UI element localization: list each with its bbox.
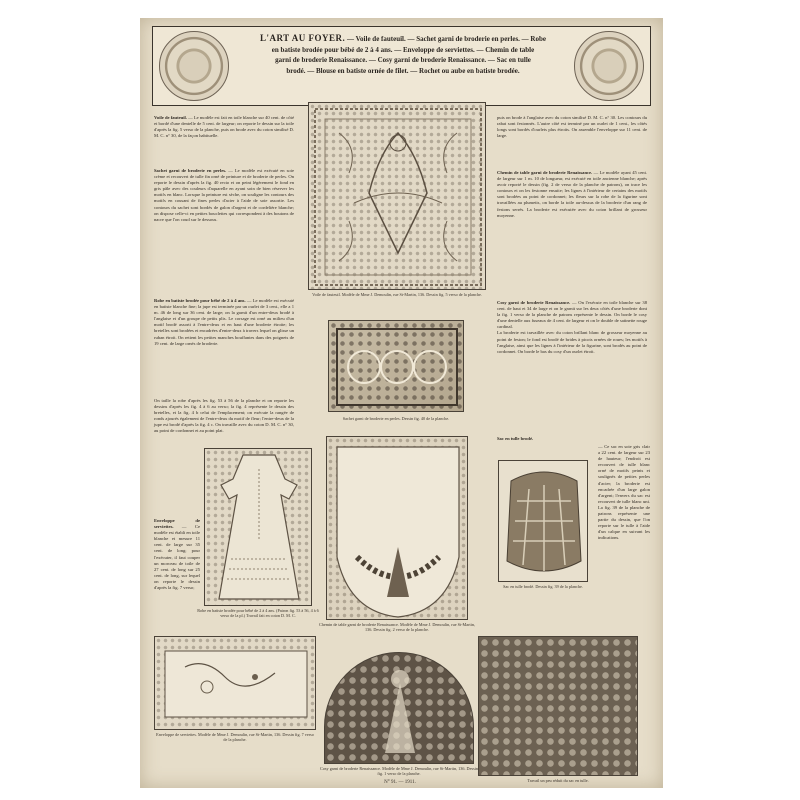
header-line-2: en batiste brodée pour bébé de 2 à 4 ans. — Enveloppe de serviettes. — Chemin de table <box>271 45 535 54</box>
caption-enveloppe: Enveloppe de serviettes. Modèle de Mme J. Demoulin, rue St-Martin, 136. Dessin fig. 7 verso de la planche. <box>156 732 314 743</box>
caption-tulle: Travail un peu réduit du sac en tulle. <box>527 778 589 783</box>
figure-tulle-detail <box>478 636 638 776</box>
article-cosy-heading: Cosy garni de broderie Renaissance. <box>497 300 571 305</box>
header-contents <box>235 33 571 76</box>
figure-sachet-perles <box>328 320 464 412</box>
magazine-page <box>140 18 663 788</box>
article-sachet-body: — Le modèle est exécuté en soie crème et recouvert de tulle fin orné de peinture et de broderie de perles. On reporte le dessin d'après la fig. 40 recto et on peint légèrement le fond en gris pâle avec des couleurs d'aquarelle en ayant soin de bien réserver les motifs en blanc. Lorsque la peinture est sèche, on souligne les contours des motifs en cousant de fines perles d'acier à l'aide de soie assortie. Les contours du sachet sont bordés de galon d'argent et de cordelière blanche; on dispose celle-ci en petites bouclettes qui correspondent à des boutons de nacre que l'on coud sur le dessous. <box>154 168 294 222</box>
article-right-top-body: puis on brode à l'anglaise avec du coton similisé D. M. C. n° 30. Les contours du rabat sont festonnés. L'autre côté est terminé par un ourlet de 1 cent., les côtés longs sont bordés d'ourlets plus étroits. On assemble l'enveloppe sur 11 cent. de large. <box>497 115 647 139</box>
figure-voile-de-fauteuil <box>308 102 486 290</box>
caption-voile: Voile de fauteuil. Modèle de Mme J. Demoulin, rue St-Martin, 136. Dessin fig. 5 verso de la planche. <box>312 292 482 297</box>
header-title: L'ART AU FOYER. <box>259 33 346 43</box>
figure-cosy <box>324 652 474 764</box>
figure-sac-tulle <box>498 460 588 582</box>
page-footer: N° 91. — 1911. <box>384 780 416 785</box>
article-voile-body: — Le modèle est fait en toile blanche sur 40 cent. de côté et bordé d'une dentelle de 5 cent. de largeur; on reporte le dessin sur la toile d'après la fig. 5 verso de la planche, puis on brode avec du coton similisé D. M. C. n° 30, de la façon habituelle. <box>154 115 294 139</box>
floral-ornament-left <box>159 31 229 101</box>
article-enveloppe <box>154 518 200 591</box>
article-sachet <box>154 168 294 223</box>
article-cosy-body: — On l'exécute en toile blanche sur 38 cent. de haut et 34 de large et on le garnit sur les deux côtés d'une broderie dont la fig. 1 verso de la planche de patrons représente le dessin. On borde le cosy d'une dentelle aux fuseaux de 4 cent. de largeur et on le double de satinette rouge cardinal. <box>497 300 647 330</box>
caption-chemin: Chemin de table garni de broderie Renaissance. Modèle de Mme J. Demoulin, rue St-Martin, 136. Dessin fig. 2 verso de la planche. <box>319 622 475 633</box>
article-chemin-body: — Le modèle ayant 45 cent. de largeur sur 1 m. 10 de longueur, est exécuté en toile ancienne blanche; après avoir reporté le dessin (fig. 2 de verso de la planche de patrons), on trace les contours et on les festonne ensuite; les lignes à l'intérieur de certains des motifs sont brodées au point de cordonnet; les fleurs sur la robe de la figurine sont travaillées au plumetis, on borde la toile au-dessus de la broderie d'un rang de festons serrés. La broderie est exécutée avec du coton brillant de grosseur moyenne. <box>497 170 647 218</box>
figure-robe-bebe <box>204 448 312 606</box>
header-line-4: brodé. — Blouse en batiste ornée de filet. — Rochet ou aube en batiste brodée. <box>286 66 520 75</box>
tulle-bag-image <box>499 461 589 583</box>
caption-robe: Robe en batiste brodée pour bébé de 2 à 4 ans. (Patron fig. 53 à 56, 4 à 6 verso de la pl.) Travail fait en coton D. M. C. <box>197 608 319 619</box>
cosy-embroidery-image <box>325 653 475 765</box>
voile-embroidery-image <box>309 103 487 291</box>
article-enveloppe-body: — Ce modèle est établi en toile blanche et mesure 11 cent. de large sur 35 cent. de long; pour l'exécuter, il faut couper un morceau de toile de 27 cent. de long sur 25 cent. de long, sur lequel on reporte le dessin d'après la fig. 7 verso; <box>154 524 200 591</box>
article-sac <box>598 444 650 542</box>
article-robe-heading: Robe en batiste brodée pour bébé de 2 à 4 ans. <box>154 298 246 303</box>
article-robe-body2: On taille la robe d'après les fig. 53 à 56 de la planche et on reporte les dessins d'après les fig. 4 à 6 au verso; la fig. 4 représente le dessin des bretelles, et la fig. 4 b celui de l'emplacement; on exécute la rangée de ronds ajourés également de l'entre-deux du motif de fleur; l'entre-deux de la jupe est brodé d'après la fig. 4 c. On travaille avec du coton D. M. C. n° 30, au point de cordonnet et au point plat. <box>154 398 294 434</box>
header-line-3: garni de broderie Renaissance. — Cosy garni de broderie Renaissance. — Sac en tulle <box>275 56 531 65</box>
header-line-1: — Voile de fauteuil. — Sachet garni de broderie en perles. — Robe <box>347 35 546 43</box>
article-voile-heading: Voile de fauteuil. <box>154 115 187 120</box>
table-runner-image <box>327 437 469 621</box>
article-sachet-heading: Sachet garni de broderie en perles. <box>154 168 227 173</box>
caption-sac: Sac en tulle brodé. Dessin fig. 39 de la planche. <box>503 584 583 589</box>
article-sac-body: — Ce sac en soie gris clair a 22 cent. de largeur sur 23 de hauteur; l'endroit est recouvert de tulle blanc orné de motifs peints et soulignés de petites perles d'acier; la broderie est encadrée d'un large galon d'argent; l'envers du sac est recouvert de tulle blanc uni. La fig. 39 de la planche de patrons représente une partie du dessin, que l'on reporte sur le tulle à l'aide d'un calque en suivant les indications. <box>598 444 650 541</box>
article-robe <box>154 298 294 347</box>
article-sac-heading-line <box>497 436 647 442</box>
article-chemin <box>497 170 647 219</box>
article-chemin-heading: Chemin de table garni de broderie Renaissance. <box>497 170 593 175</box>
article-voile <box>154 115 294 139</box>
page-header <box>152 26 651 106</box>
article-cosy-body2: La broderie est travaillée avec du coton brillant blanc de grosseur moyenne au point de feston; le fond est brodé de brides à picots ornées de roues; les motifs à l'anglaise, ainsi que les lignes à l'intérieur de la figurine, sont brodés au point de cordonnet. On borde le bas du cosy d'un ourlet étroit. <box>497 330 647 354</box>
figure-enveloppe <box>154 636 316 730</box>
caption-cosy: Cosy garni de broderie Renaissance. Modèle de Mme J. Demoulin, rue St-Martin, 136. Dessin fig. 1 verso de la planche. <box>320 766 478 777</box>
article-enveloppe-heading: Enveloppe de serviettes. <box>154 518 200 530</box>
caption-sachet: Sachet garni de broderie en perles. Dessin fig. 40 de la planche. <box>342 416 450 421</box>
baby-dress-image <box>205 449 313 607</box>
article-robe-continued <box>154 398 294 435</box>
article-sac-heading: Sac en tulle brodé. <box>497 436 534 441</box>
floral-ornament-right <box>574 31 644 101</box>
article-enveloppe-continued <box>497 115 647 139</box>
figure-chemin-de-table <box>326 436 468 620</box>
article-cosy <box>497 300 647 355</box>
article-robe-body: — Le modèle est exécuté en batiste blanche fine; la jupe est terminée par un ourlet de 3 cent., elle a 1 m. 46 de long sur 36 cent. de large; on la garnit d'un entre-deux brodé à l'anglaise et d'un groupe de petits plis. Le corsage est orné au milieu d'un motif brodé assorti à l'entre-deux et en haut d'une broderie étroite; les bretelles sont brodées et encadrées d'entre-deux à travers lequel on glisse un ruban étroit. On retient les petites manches bouffantes dans des poignets de 19 cent. de large ornés de broderie. <box>154 298 294 346</box>
napkin-envelope-image <box>155 637 317 731</box>
sachet-pattern-image <box>329 321 465 413</box>
